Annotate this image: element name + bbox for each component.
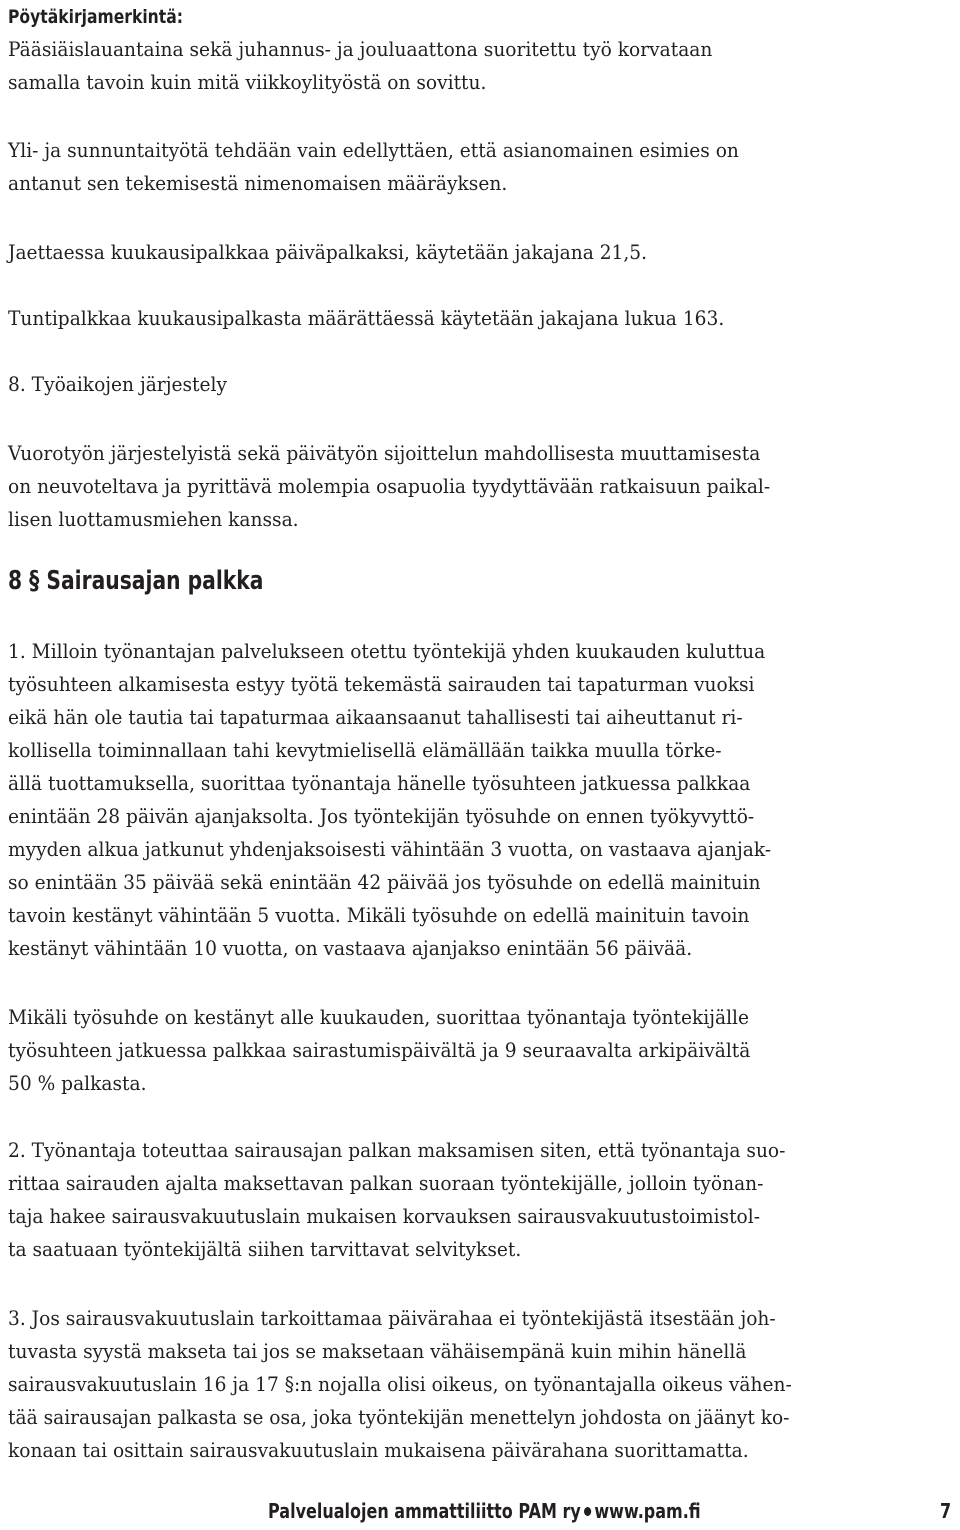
text-line: työsuhteen jatkuessa palkkaa sairastumispäivältä ja 9 seuraavalta arkipäivältä xyxy=(8,1038,751,1062)
text-line: 1. Milloin työnantajan palvelukseen otettu työntekijä yhden kuukauden kuluttua xyxy=(8,639,766,663)
text-line: kollisella toiminnallaan tahi kevytmielisellä elämällään taikka muulla törke- xyxy=(8,738,722,762)
text-line: so enintään 35 päivää sekä enintään 42 päivää jos työsuhde on edellä mainituin xyxy=(8,870,761,894)
text-line: Vuorotyön järjestelyistä sekä päivätyön sijoittelun mahdollisesta muuttamisesta xyxy=(8,441,761,465)
footer-organization: Palvelualojen ammattiliitto PAM ry xyxy=(268,1499,581,1523)
text-line: Jaettaessa kuukausipalkkaa päiväpalkaksi, käytetään jakajana 21,5. xyxy=(8,240,648,264)
section-heading: 8 § Sairausajan palkka xyxy=(8,566,264,596)
text-line: 50 % palkasta. xyxy=(8,1071,147,1095)
text-line: eikä hän ole tautia tai tapaturmaa aikaansaanut tahallisesti tai aiheuttanut ri- xyxy=(8,705,743,729)
text-line: ta saatuaan työntekijältä siihen tarvittavat selvitykset. xyxy=(8,1237,522,1261)
bullet-separator-icon xyxy=(584,1507,591,1516)
protocol-note-label: Pöytäkirjamerkintä: xyxy=(8,6,183,28)
text-line: tää sairausajan palkasta se osa, joka työntekijän menettelyn johdosta on jäänyt ko- xyxy=(8,1405,790,1429)
page-number: 7 xyxy=(940,1499,952,1523)
page-footer xyxy=(268,1498,701,1524)
sick-pay-item-1 xyxy=(8,635,954,965)
text-line: enintään 28 päivän ajanjaksolta. Jos työntekijän työsuhde on ennen työkyvyttö- xyxy=(8,804,755,828)
text-line: Pääsiäislauantaina sekä juhannus- ja jouluaattona suoritettu työ korvataan xyxy=(8,37,713,61)
text-line: tuvasta syystä makseta tai jos se maksetaan vähäisempänä kuin mihin hänellä xyxy=(8,1339,747,1363)
text-line: Mikäli työsuhde on kestänyt alle kuukauden, suorittaa työnantaja työntekijälle xyxy=(8,1005,750,1029)
hourly-wage-paragraph xyxy=(8,302,954,335)
overtime-paragraph xyxy=(8,134,954,200)
document-page xyxy=(8,0,954,1530)
subheading-working-hours xyxy=(8,368,954,401)
text-line: taja hakee sairausvakuutuslain mukaisen korvauksen sairausvakuutustoimistol- xyxy=(8,1204,760,1228)
footer-website-link[interactable]: www.pam.fi xyxy=(594,1499,701,1523)
text-line: on neuvoteltava ja pyrittävä molempia osapuolia tyydyttävään ratkaisuun paikal- xyxy=(8,474,771,498)
text-line: antanut sen tekemisestä nimenomaisen määräyksen. xyxy=(8,171,508,195)
text-line: samalla tavoin kuin mitä viikkoylityöstä on sovittu. xyxy=(8,70,487,94)
short-employment-paragraph xyxy=(8,1001,954,1100)
text-line: konaan tai osittain sairausvakuutuslain mukaisena päivärahana suorittamatta. xyxy=(8,1438,749,1462)
sick-pay-item-3 xyxy=(8,1302,954,1467)
text-line: myyden alkua jatkunut yhdenjaksoisesti vähintään 3 vuotta, on vastaava ajanjak- xyxy=(8,837,772,861)
daily-wage-paragraph xyxy=(8,236,954,269)
text-line: tavoin kestänyt vähintään 5 vuotta. Mikäli työsuhde on edellä mainituin tavoin xyxy=(8,903,750,927)
text-line: sairausvakuutuslain 16 ja 17 §:n nojalla olisi oikeus, on työnantajalla oikeus vähen- xyxy=(8,1372,792,1396)
text-line: rittaa sairauden ajalta maksettavan palkan suoraan työntekijälle, jolloin työnan- xyxy=(8,1171,764,1195)
protocol-note-text xyxy=(8,33,954,99)
text-line: Yli- ja sunnuntaityötä tehdään vain edellyttäen, että asianomainen esimies on xyxy=(8,138,739,162)
text-line: 2. Työnantaja toteuttaa sairausajan palkan maksamisen siten, että työnantaja suo- xyxy=(8,1138,786,1162)
text-line: 3. Jos sairausvakuutuslain tarkoittamaa päivärahaa ei työntekijästä itsestään joh- xyxy=(8,1306,776,1330)
subheading-text: 8. Työaikojen järjestely xyxy=(8,372,227,396)
text-line: työsuhteen alkamisesta estyy työtä tekemästä sairauden tai tapaturman vuoksi xyxy=(8,672,755,696)
text-line: ällä tuottamuksella, suorittaa työnantaja hänelle työsuhteen jatkuessa palkkaa xyxy=(8,771,751,795)
text-line: kestänyt vähintään 10 vuotta, on vastaava ajanjakso enintään 56 päivää. xyxy=(8,936,693,960)
text-line: Tuntipalkkaa kuukausipalkasta määrättäessä käytetään jakajana lukua 163. xyxy=(8,306,725,330)
shift-arrangement-paragraph xyxy=(8,437,954,536)
text-line: lisen luottamusmiehen kanssa. xyxy=(8,507,299,531)
sick-pay-item-2 xyxy=(8,1134,954,1266)
